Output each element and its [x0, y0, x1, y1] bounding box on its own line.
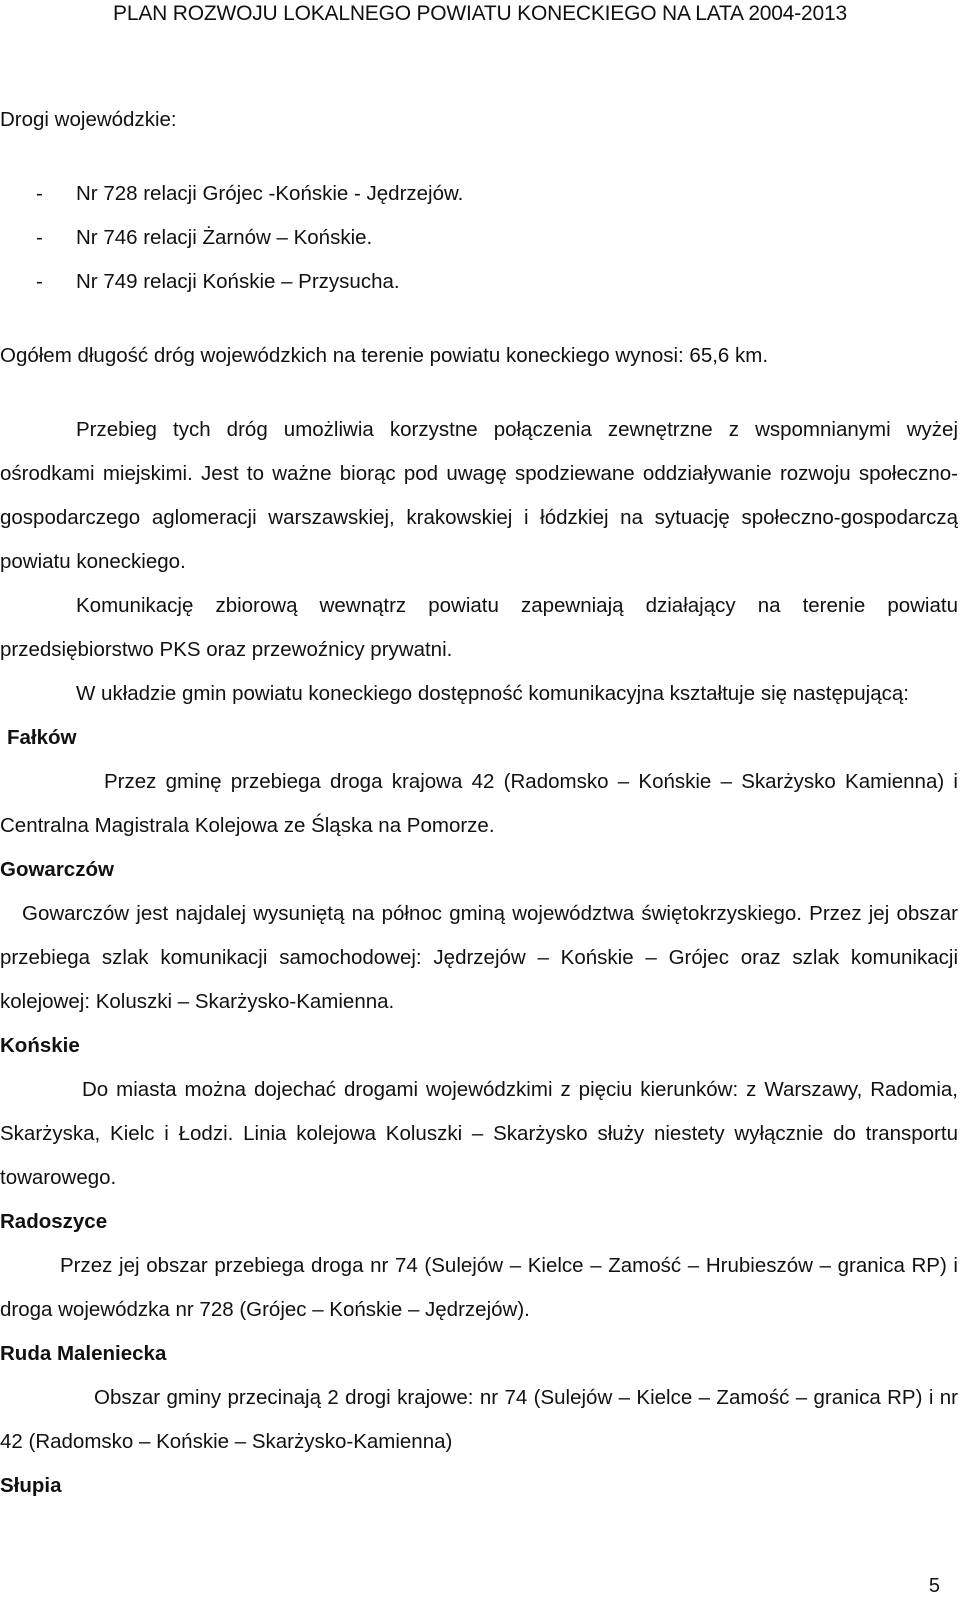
road-item-text: Nr 749 relacji Końskie – Przysucha. [76, 270, 400, 293]
gmina-heading-slupia: Słupia [0, 1474, 62, 1497]
road-item-text: Nr 728 relacji Grójec -Końskie - Jędrzejów. [76, 182, 464, 205]
list-item [0, 172, 958, 216]
spacer [0, 304, 958, 334]
gmina-heading-gowarczow: Gowarczów [0, 858, 114, 881]
paragraph-komunikacja: Komunikację zbiorową wewnątrz powiatu zapewniają działający na terenie powiatu przedsiębiorstwo PKS oraz przewoźnicy prywatni. [0, 594, 958, 661]
list-item [0, 216, 958, 260]
spacer [0, 142, 958, 172]
page-number: 5 [928, 1575, 940, 1597]
list-dash: - [36, 182, 43, 205]
gmina-heading-ruda-maleniecka: Ruda Maleniecka [0, 1342, 167, 1365]
gmina-text-radoszyce: Przez jej obszar przebiega droga nr 74 (Sulejów – Kielce – Zamość – Hrubieszów – granica RP) i droga wojewódzka nr 728 (Grójec – Końskie – Jędrzejów). [0, 1254, 958, 1321]
gmina-heading-falkow: Fałków [7, 726, 77, 749]
gmina-text-falkow: Przez gminę przebiega droga krajowa 42 (Radomsko – Końskie – Skarżysko Kamienna) i Centralna Magistrala Kolejowa ze Śląska na Pomorze. [0, 770, 958, 837]
paragraph-uklad-gmin: W układzie gmin powiatu koneckiego dostępność komunikacyjna kształtuje się następującą: [76, 682, 909, 705]
gmina-text-ruda-maleniecka: Obszar gminy przecinają 2 drogi krajowe: nr 74 (Sulejów – Kielce – Zamość – granica RP) i nr 42 (Radomsko – Końskie – Skarżysko-Kamienna) [0, 1386, 958, 1453]
page-content [0, 98, 958, 1508]
list-dash: - [36, 226, 43, 249]
list-item [0, 260, 958, 304]
page-header: PLAN ROZWOJU LOKALNEGO POWIATU KONECKIEGO NA LATA 2004-2013 [113, 2, 847, 25]
gmina-text-konskie: Do miasta można dojechać drogami wojewódzkimi z pięciu kierunków: z Warszawy, Radomia, Skarżyska, Kielc i Łodzi. Linia kolejowa Koluszki – Skarżysko służy niestety wyłącznie do transportu towarowego. [0, 1078, 958, 1189]
spacer [0, 378, 958, 408]
paragraph-przebieg: Przebieg tych dróg umożliwia korzystne połączenia zewnętrzne z wspomnianymi wyżej ośrodkami miejskimi. Jest to ważne biorąc pod uwagę spodziewane oddziaływanie rozwoju społeczno-gospodarczego aglomeracji warszawskiej, krakowskiej i łódzkiej na sytuację społeczno-gospodarczą powiatu koneckiego. [0, 418, 958, 573]
total-length-text: Ogółem długość dróg wojewódzkich na terenie powiatu koneckiego wynosi: 65,6 km. [0, 344, 769, 367]
gmina-text-gowarczow: Gowarczów jest najdalej wysuniętą na północ gminą województwa świętokrzyskiego. Przez jej obszar przebiega szlak komunikacji samochodowej: Jędrzejów – Końskie – Grójec oraz szlak komunikacji kolejowej: Koluszki – Skarżysko-Kamienna. [0, 902, 958, 1013]
gmina-heading-konskie: Końskie [0, 1034, 80, 1057]
roads-list [0, 172, 958, 304]
gmina-heading-radoszyce: Radoszyce [0, 1210, 108, 1233]
road-item-text: Nr 746 relacji Żarnów – Końskie. [76, 226, 373, 249]
section-heading-drogi-wojewodzkie: Drogi wojewódzkie: [0, 108, 177, 131]
list-dash: - [36, 270, 43, 293]
